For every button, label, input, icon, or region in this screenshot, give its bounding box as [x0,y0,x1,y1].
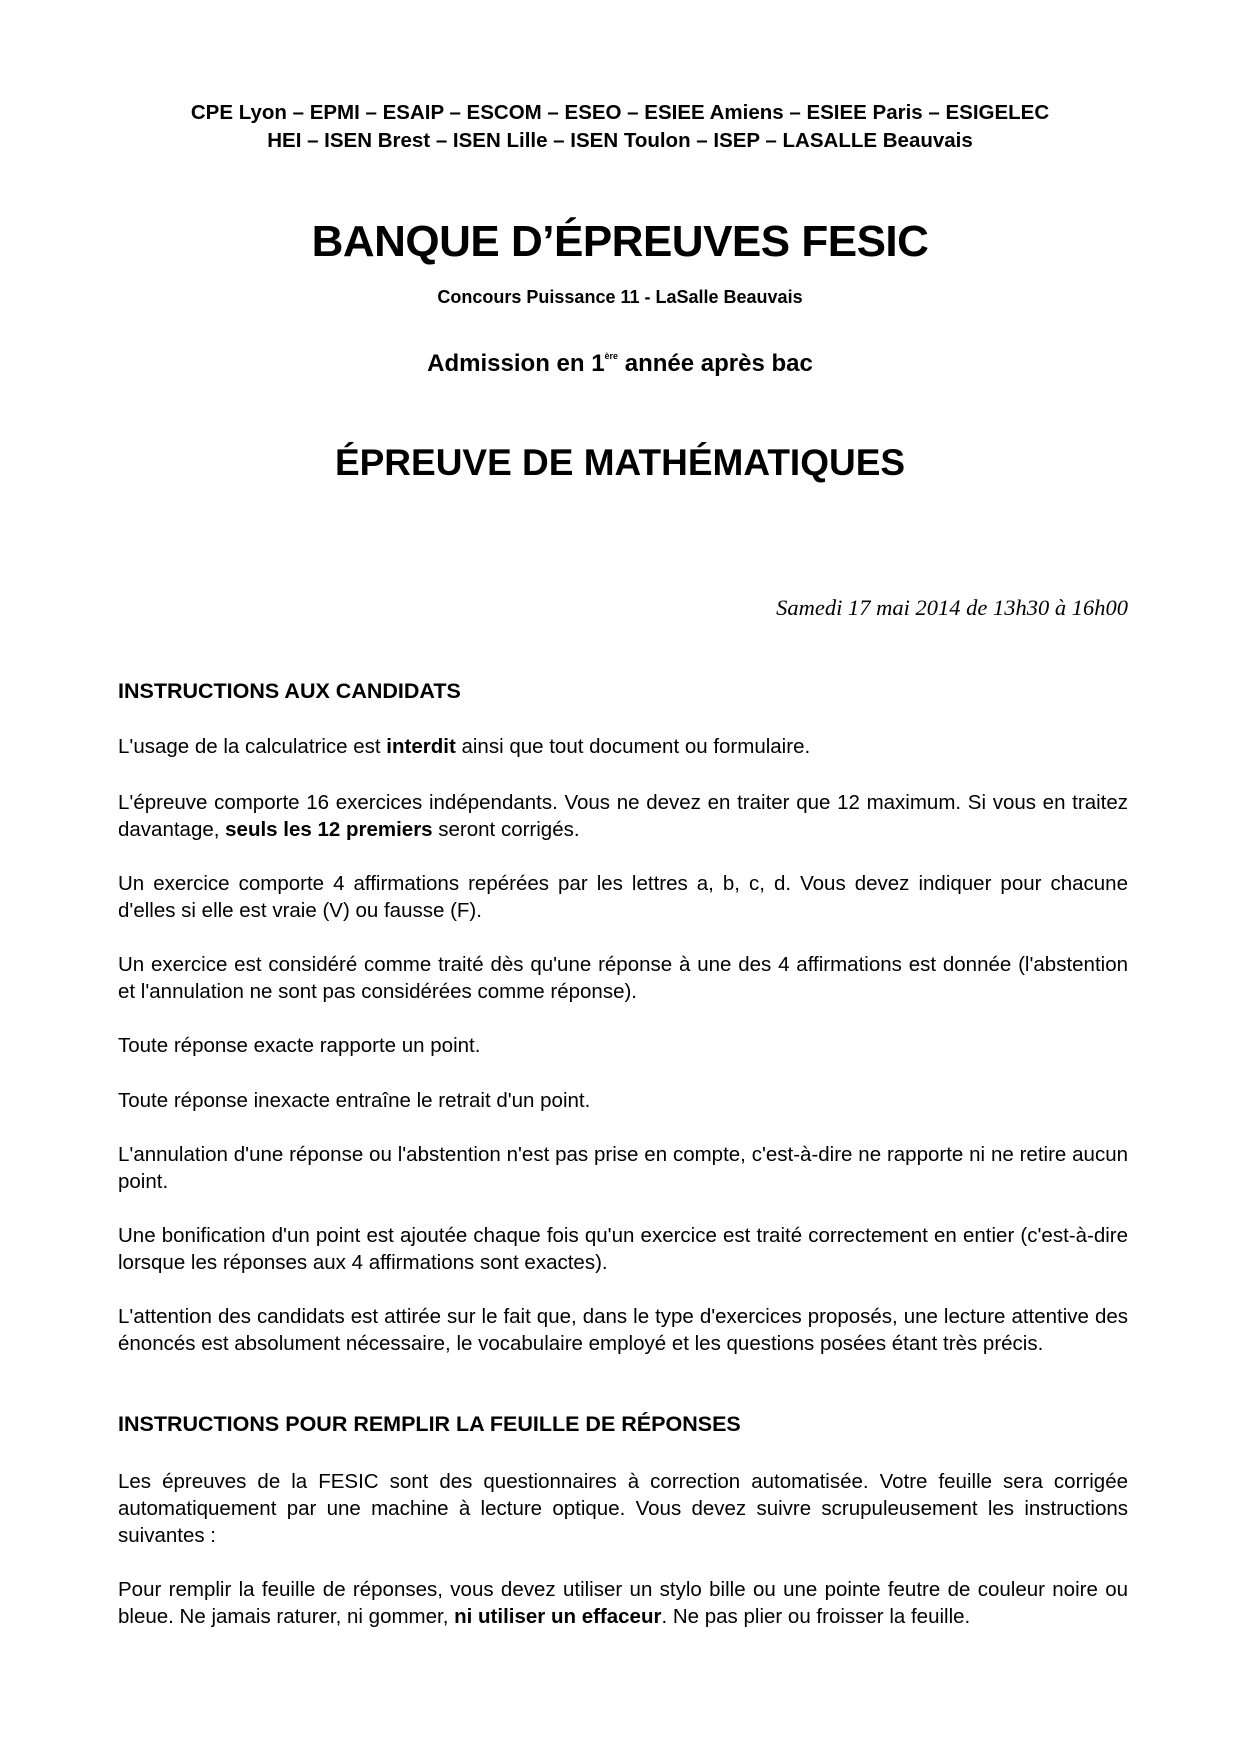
p1-after: ainsi que tout document ou formulaire. [455,735,811,758]
p5-text: Toute réponse exacte rapporte un point. [118,1034,481,1057]
as-p2-bold: ni utiliser un effaceur [454,1605,662,1628]
instructions-p8 [118,1222,1128,1276]
instructions-p3 [118,870,1128,924]
instructions-heading: INSTRUCTIONS AUX CANDIDATS [118,679,461,703]
schools-line-2: HEI – ISEN Brest – ISEN Lille – ISEN Toulon – ISEP – LASALLE Beauvais [267,129,973,152]
instructions-p5 [118,1032,1128,1059]
instructions-p1 [118,733,1128,760]
p4-text: Un exercice est considéré comme traité dès qu'une réponse à une des 4 affirmations est donnée (l'abstention et l'annulation ne sont pas considérées comme réponse). [118,953,1128,1003]
instructions-p7 [118,1141,1128,1195]
answer-sheet-p2 [118,1576,1128,1630]
p2-bold: seuls les 12 premiers [225,818,433,841]
schools-line-1: CPE Lyon – EPMI – ESAIP – ESCOM – ESEO – ESIEE Amiens – ESIEE Paris – ESIGELEC [190,101,1050,124]
admission-post: année après bac [618,350,813,377]
instructions-heading-block [118,679,1128,704]
p7-text: L'annulation d'une réponse ou l'abstention n'est pas prise en compte, c'est-à-dire ne rapporte ni ne retire aucun point. [118,1143,1128,1193]
concours-subtitle: Concours Puissance 11 - LaSalle Beauvais [437,287,803,307]
instructions-p9 [118,1303,1128,1357]
p2-after: seront corrigés. [432,818,580,841]
p1-before: L'usage de la calculatrice est [118,735,387,758]
answer-sheet-heading: INSTRUCTIONS POUR REMPLIR LA FEUILLE DE RÉPONSES [118,1412,741,1436]
p6-text: Toute réponse inexacte entraîne le retrait d'un point. [118,1089,591,1112]
p1-bold: interdit [386,735,456,758]
p3-text: Un exercice comporte 4 affirmations repérées par les lettres a, b, c, d. Vous devez indiquer pour chacune d'elles si elle est vraie (V) ou fausse (F). [118,872,1128,922]
as-p2-before: Pour remplir la feuille de réponses, vous devez utiliser un stylo bille ou une pointe feutre de couleur noire ou bleue. Ne jamais raturer, ni gommer, [118,1578,1128,1628]
admission-sup: ère [604,351,619,361]
as-p2-after: . Ne pas plier ou froisser la feuille. [661,1605,971,1628]
p9-text: L'attention des candidats est attirée sur le fait que, dans le type d'exercices proposés, une lecture attentive des énoncés est absolument nécessaire, le vocabulaire employé et les questions posées étant très précis. [118,1305,1128,1355]
p8-text: Une bonification d'un point est ajoutée chaque fois qu'un exercice est traité correctement en entier (c'est-à-dire lorsque les réponses aux 4 affirmations sont exactes). [118,1224,1128,1274]
as-p1-text: Les épreuves de la FESIC sont des questionnaires à correction automatisée. Votre feuille sera corrigée automatiquement par une machine à lecture optique. Vous devez suivre scrupuleusement les instructions suivantes : [118,1470,1128,1547]
exam-date: Samedi 17 mai 2014 de 13h30 à 16h00 [776,595,1128,620]
subject-title: ÉPREUVE DE MATHÉMATIQUES [334,442,906,483]
instructions-p6 [118,1087,1128,1114]
answer-sheet-p1 [118,1468,1128,1549]
instructions-p2 [118,789,1128,843]
answer-sheet-heading-block [118,1412,1128,1437]
admission-pre: Admission en 1 [427,350,605,377]
instructions-p4 [118,951,1128,1005]
page-title: BANQUE D’ÉPREUVES FESIC [311,217,929,266]
admission-line [0,350,1240,378]
p2-before: L'épreuve comporte 16 exercices indépendants. Vous ne devez en traiter que 12 maximum. Si vous en traitez davantage, [118,791,1128,841]
